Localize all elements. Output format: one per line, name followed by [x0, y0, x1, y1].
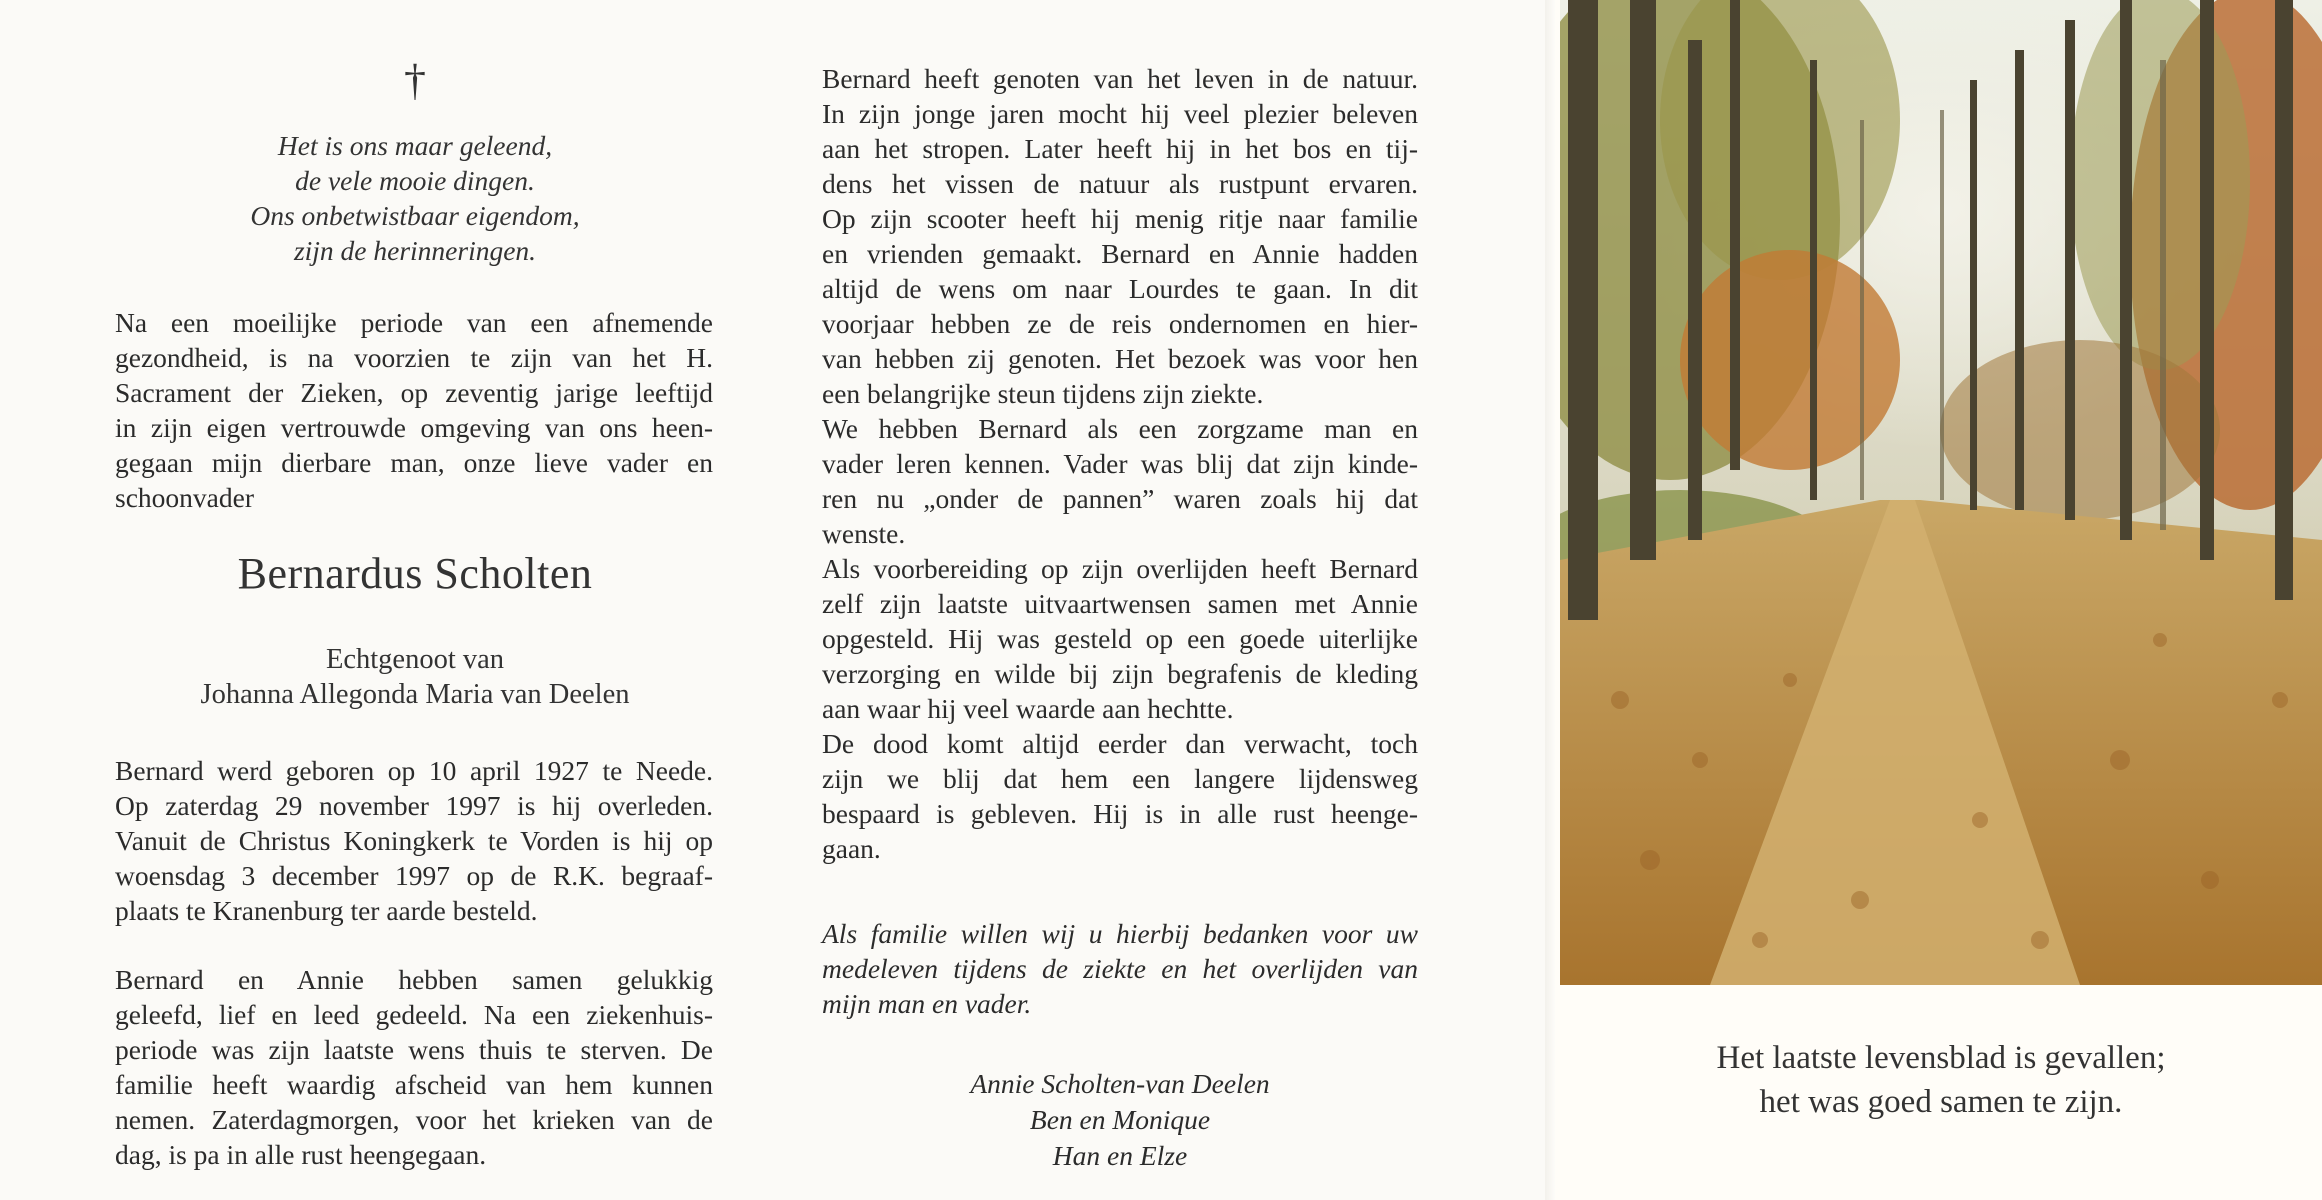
text-line: mijn man en vader. — [822, 988, 1032, 1019]
text-line: Bernard heeft genoten van het leven in de natuur. — [822, 63, 1418, 94]
text-line: wenste. — [822, 518, 906, 549]
text-line: aan waar hij veel waarde aan hechtte. — [822, 693, 1234, 724]
text-line: en vrienden gemaakt. Bernard en Annie hadden — [822, 238, 1418, 269]
autumn-forest-photo — [1560, 0, 2322, 985]
poem-line: de vele mooie dingen. — [295, 165, 535, 196]
text-line: Sacrament der Zieken, op zeventig jarige leeftijd — [115, 377, 713, 408]
spouse-label: Echtgenoot van — [325, 644, 505, 675]
poem-line: Het is ons maar geleend, — [277, 130, 553, 161]
text-line: gegaan mijn dierbare man, onze lieve vader en — [115, 447, 713, 478]
biography-paragraph — [822, 61, 1418, 866]
text-line: Op zaterdag 29 november 1997 is hij overleden. — [115, 790, 713, 821]
text-line: dag, is pa in alle rust heengegaan. — [115, 1139, 487, 1170]
text-line: De dood komt altijd eerder dan verwacht, toch — [822, 728, 1418, 759]
text-line: woensdag 3 december 1997 op de R.K. begraaf- — [115, 860, 713, 891]
text-line: Als familie willen wij u hierbij bedanken voor uw — [822, 918, 1418, 949]
text-line: Als voorbereiding op zijn overlijden heeft Bernard — [822, 553, 1418, 584]
text-line: plaats te Kranenburg ter aarde besteld. — [115, 895, 538, 926]
text-line: verzorging en wilde bij zijn begrafenis de kleding — [822, 658, 1418, 689]
text-line: nemen. Zaterdagmorgen, voor het krieken van de — [115, 1104, 713, 1135]
text-line: vader leren kennen. Vader was blij dat zijn kinde- — [822, 448, 1418, 479]
caption-line: Het laatste levensblad is gevallen; — [1716, 1040, 2166, 1076]
text-line: opgesteld. Hij was gesteld op een goede uiterlijke — [822, 623, 1418, 654]
text-line: in zijn eigen vertrouwde omgeving van ons heen- — [115, 412, 713, 443]
text-line: In zijn jonge jaren mocht hij veel plezier beleven — [822, 98, 1418, 129]
signer-name: Han en Elze — [1052, 1140, 1188, 1171]
text-line: gezondheid, is na voorzien te zijn van het H. — [115, 342, 713, 373]
intro-paragraph — [115, 305, 713, 515]
text-line: aan het stropen. Later heeft hij in het bos en tij- — [822, 133, 1418, 164]
text-line: geleefd, lief en leed gedeeld. Na een ziekenhuis- — [115, 999, 713, 1030]
text-line: zelf zijn laatste uitvaartwensen samen met Annie — [822, 588, 1418, 619]
birth-death-paragraph — [115, 753, 713, 928]
text-line: Na een moeilijke periode van een afnemende — [115, 307, 713, 338]
text-line: gaan. — [822, 833, 881, 864]
text-line: een belangrijke steun tijdens zijn ziekte. — [822, 378, 1264, 409]
caption-line: het was goed samen te zijn. — [1759, 1084, 2123, 1120]
thanks-paragraph — [822, 916, 1418, 1021]
cross-icon: † — [404, 56, 426, 105]
poem-line: zijn de herinneringen. — [293, 235, 537, 266]
text-line: medeleven tijdens de ziekte en het overlijden van — [822, 953, 1418, 984]
text-line: We hebben Bernard als een zorgzame man en — [822, 413, 1418, 444]
text-line: Bernard werd geboren op 10 april 1927 te Neede. — [115, 755, 713, 786]
signer-name: Annie Scholten-van Deelen — [970, 1068, 1270, 1099]
poem — [0, 128, 830, 268]
text-line: ren nu „onder de pannen” waren zoals hij dat — [822, 483, 1418, 514]
text-line: zijn we blij dat hem een langere lijdensweg — [822, 763, 1418, 794]
text-line: Op zijn scooter heeft hij menig ritje naar familie — [822, 203, 1418, 234]
text-line: periode was zijn laatste wens thuis te sterven. De — [115, 1034, 713, 1065]
spouse-block — [0, 642, 830, 712]
signer-name: Ben en Monique — [1029, 1104, 1211, 1135]
text-line: altijd de wens om naar Lourdes te gaan. In dit — [822, 273, 1418, 304]
text-line: bespaard is gebleven. Hij is in alle rust heenge- — [822, 798, 1418, 829]
text-line: Bernard en Annie hebben samen gelukkig — [115, 964, 713, 995]
spouse-name: Johanna Allegonda Maria van Deelen — [200, 679, 630, 710]
text-line: dens het vissen de natuur als rustpunt ervaren. — [822, 168, 1418, 199]
text-line: Vanuit de Christus Koningkerk te Vorden is hij op — [115, 825, 713, 856]
last-wish-paragraph — [115, 962, 713, 1172]
text-line: voorjaar hebben ze de reis ondernomen en hier- — [822, 308, 1418, 339]
deceased-name: Bernardus Scholten — [237, 549, 593, 598]
caption — [1560, 1036, 2322, 1124]
poem-line: Ons onbetwistbaar eigendom, — [250, 200, 580, 231]
text-line: familie heeft waardig afscheid van hem kunnen — [115, 1069, 713, 1100]
card-fold — [1545, 0, 1555, 1200]
text-line: schoonvader — [115, 482, 254, 513]
text-line: van hebben zij genoten. Het bezoek was voor hen — [822, 343, 1418, 374]
signers — [760, 1066, 1480, 1174]
